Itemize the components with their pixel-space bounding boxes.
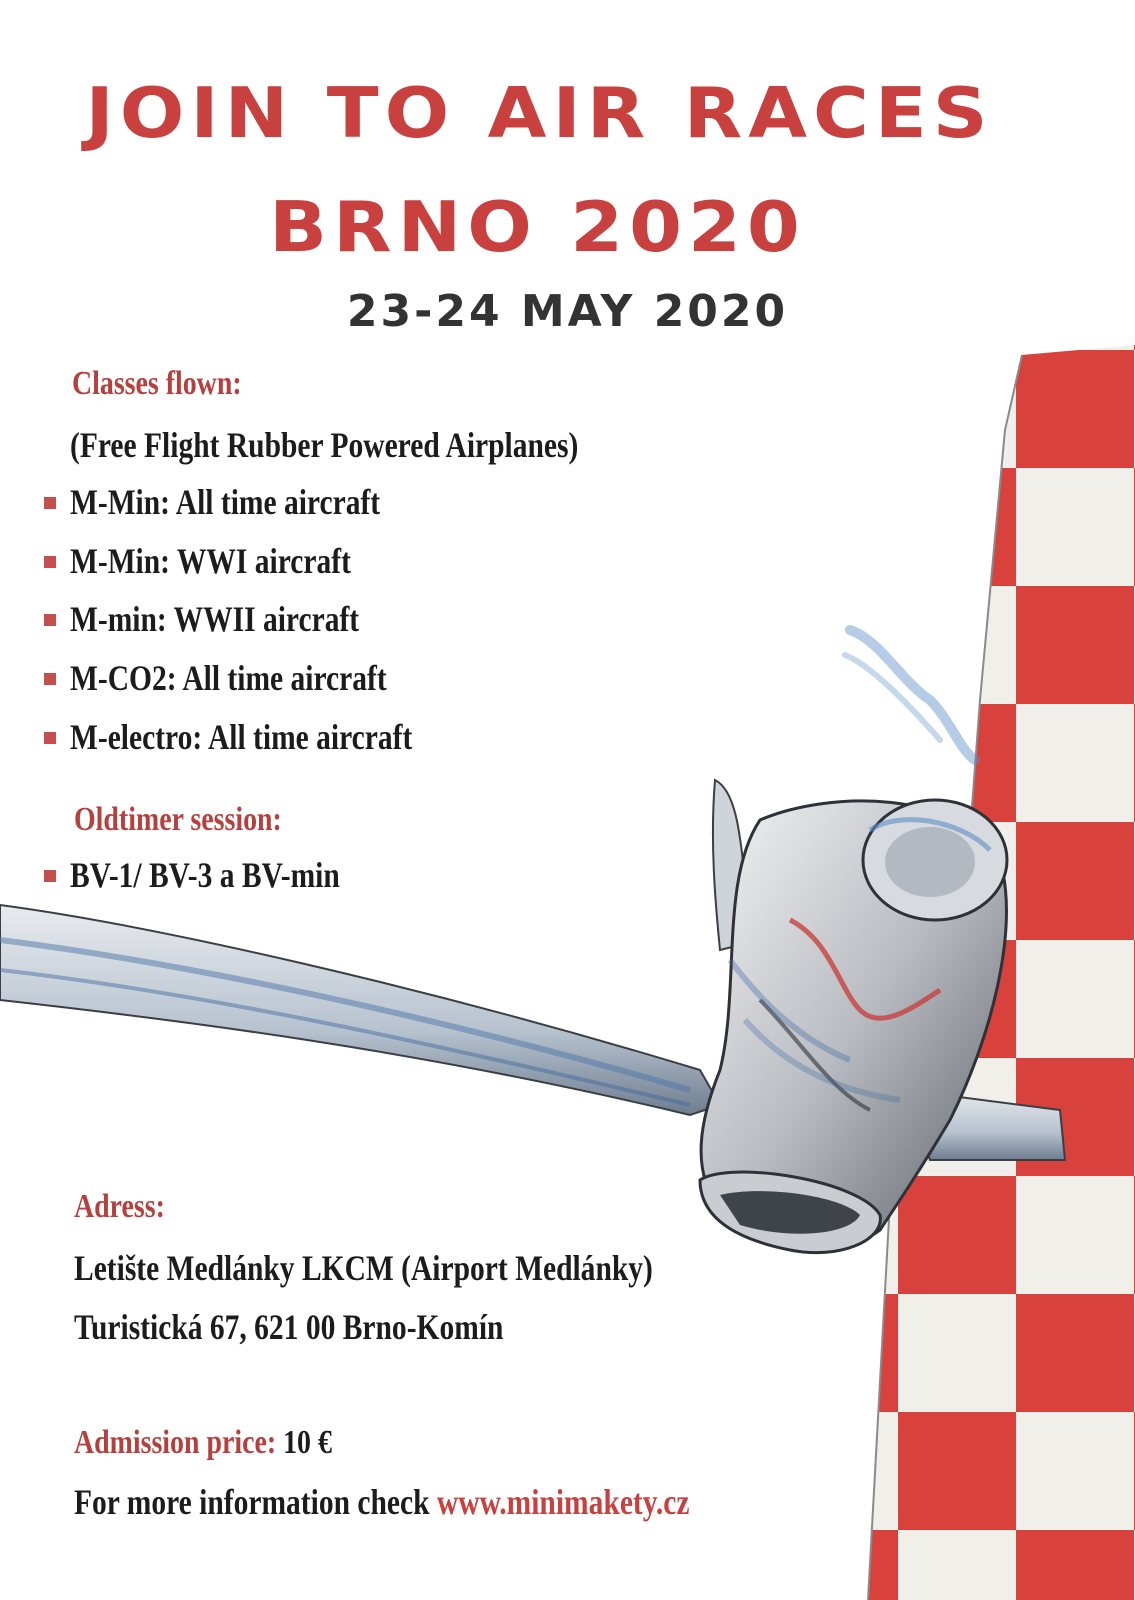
- admission-value: 10 €: [283, 1424, 332, 1461]
- list-item: M-Min: WWI aircraft: [70, 541, 351, 581]
- event-title: JOIN TO AIR RACES: [85, 71, 994, 154]
- list-item: BV-1/ BV-3 a BV-min: [70, 855, 340, 895]
- classes-heading: Classes flown:: [72, 365, 242, 402]
- classes-subheading: (Free Flight Rubber Powered Airplanes): [70, 425, 579, 465]
- list-item: M-electro: All time aircraft: [70, 717, 413, 757]
- more-info-text: For more information check: [74, 1482, 430, 1522]
- event-subtitle: BRNO 2020: [269, 185, 806, 268]
- bullet-icon: [44, 673, 56, 685]
- event-dates: 23-24 MAY 2020: [346, 286, 789, 337]
- list-item: M-CO2: All time aircraft: [70, 658, 387, 698]
- bullet-icon: [44, 732, 56, 744]
- bullet-icon: [44, 556, 56, 568]
- oldtimer-heading: Oldtimer session:: [74, 801, 282, 838]
- bullet-icon: [44, 497, 56, 509]
- address-heading: Adress:: [74, 1188, 165, 1225]
- address-line-1: Letište Medlánky LKCM (Airport Medlánky): [74, 1248, 653, 1288]
- address-line-2: Turistická 67, 621 00 Brno-Komín: [74, 1307, 504, 1347]
- admission-price: [74, 1424, 332, 1462]
- bullet-icon: [44, 614, 56, 626]
- more-info: [74, 1481, 689, 1523]
- list-item: M-min: WWII aircraft: [70, 599, 360, 639]
- website-link[interactable]: www.minimakety.cz: [436, 1482, 690, 1522]
- bullet-icon: [44, 870, 56, 882]
- admission-label: Admission price:: [74, 1424, 277, 1461]
- list-item: M-Min: All time aircraft: [70, 482, 381, 522]
